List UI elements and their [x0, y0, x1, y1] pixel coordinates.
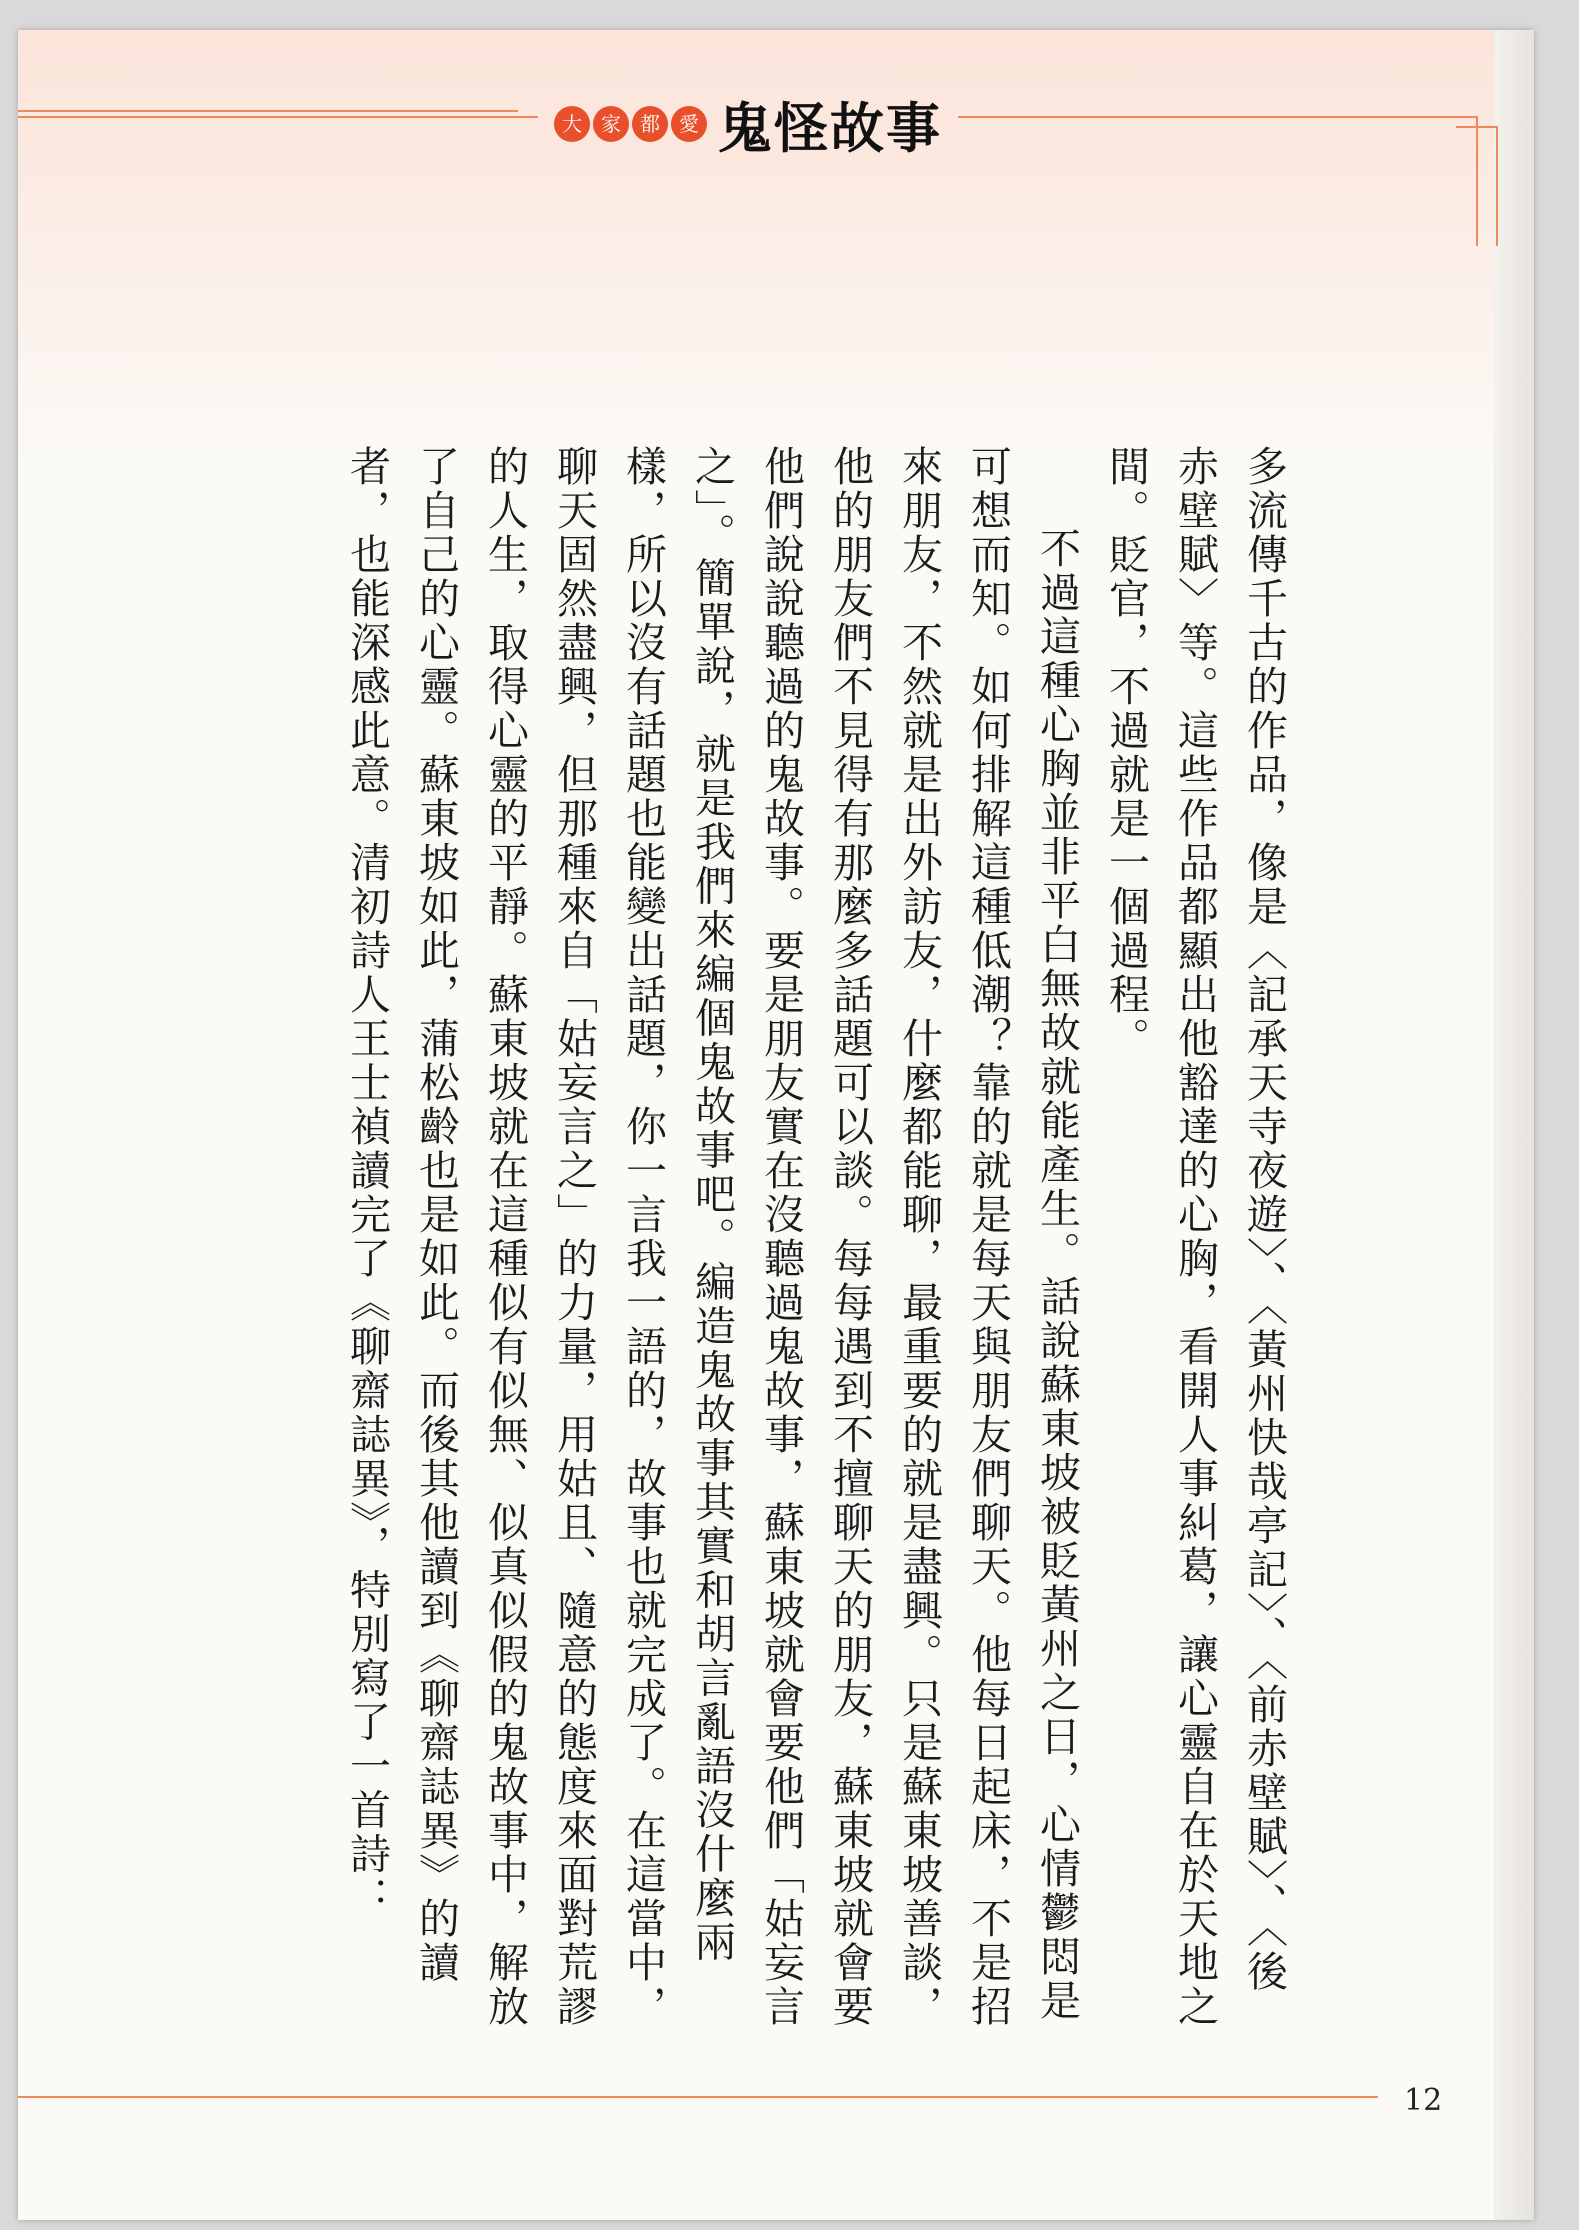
paragraph-1: 多流傳千古的作品，像是〈記承天寺夜遊〉、〈黃州快哉亭記〉、〈前赤壁賦〉、〈後赤壁賦〉等。這些作品都顯出他豁達的心胸，看開人事糾葛，讓心靈自在於天地之間。貶官，不過就是一個過程。 — [1102, 445, 1288, 2029]
brand-char-4: 愛 — [671, 106, 707, 142]
page-edge — [1494, 30, 1534, 2220]
series-title: 鬼怪故事 — [718, 96, 942, 160]
body-text — [203, 445, 1298, 2035]
header-corner-vertical-inner — [1496, 126, 1498, 246]
header-rule-top — [18, 110, 518, 112]
page-number: 12 — [1404, 2083, 1443, 2118]
header-corner-vertical — [1476, 116, 1478, 246]
brand-char-3: 都 — [632, 106, 668, 142]
brand-char-2: 家 — [593, 106, 629, 142]
paragraph-2: 不過這種心胸並非平白無故就能產生。話說蘇東坡被貶黃州之日，心情鬱悶是可想而知。如何排解這種低潮？靠的就是每天與朋友們聊天。他每日起床，不是招來朋友，不然就是出外訪友，什麼都能聊，最重要的就是盡興。只是蘇東坡善談，他的朋友們不見得有那麼多話題可以談。每每遇到不擅聊天的朋友，蘇東坡就會要他們說說聽過的鬼故事。要是朋友實在沒聽過鬼故事，蘇東坡就會要他們「姑妄言之」。簡單說，就是我們來編個鬼故事吧。編造鬼故事其實和胡言亂語沒什麼兩樣，所以沒有話題也能變出話題，你一言我一語的，故事也就完成了。在這當中，聊天固然盡興，但那種來自「姑妄言之」的力量，用姑且、隨意的態度來面對荒謬的人生，取得心靈的平靜。蘇東坡就在這種似有似無、似真似假的鬼故事中，解放了自己的心靈。蘇東坡如此，蒲松齡也是如此。而後其他讀到《聊齋誌異》的讀者，也能深感此意。清初詩人王士禎讀完了《聊齋誌異》，特別寫了一首詩： — [343, 445, 1081, 2029]
brand-char-1: 大 — [554, 106, 590, 142]
book-page — [18, 30, 1534, 2220]
series-brand — [538, 82, 958, 166]
footer-rule — [18, 2096, 1378, 2098]
